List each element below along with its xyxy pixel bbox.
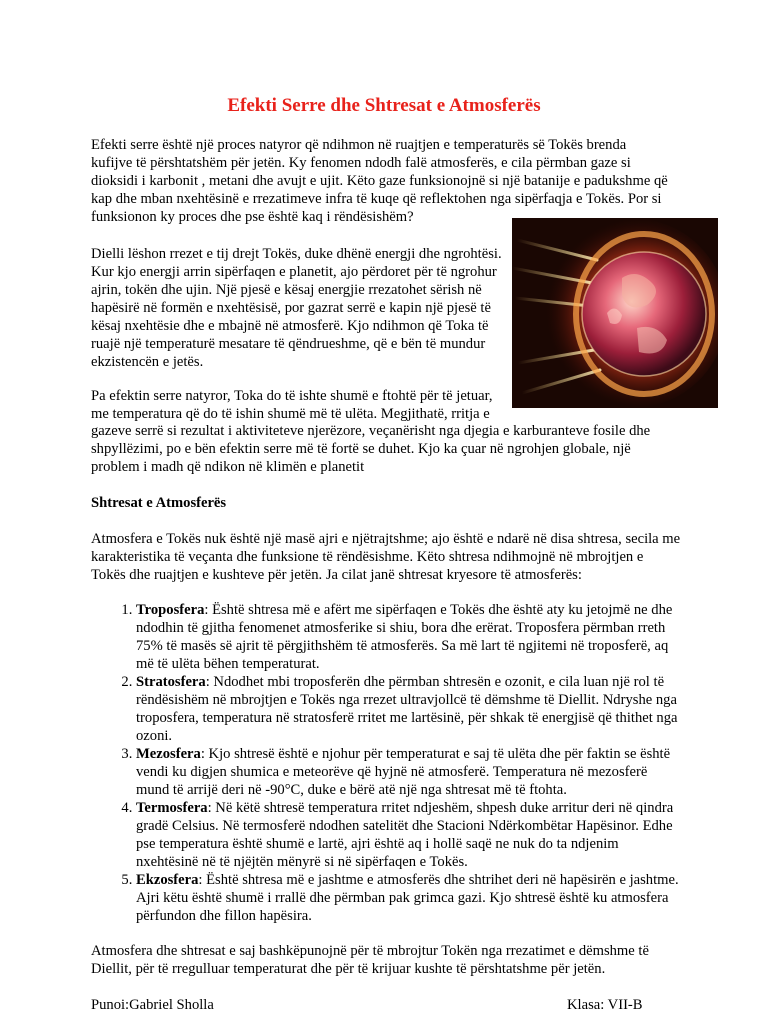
no-greenhouse-paragraph-end: gazeve serrë si rezultat i aktiviteteve njerëzore, veçanërisht nga djegia e karburanteve fosile dhe shpyllëzimi, po e bën efektin serre më të fortë se duhet. Kjo ka çuar në ngrohjen globale, një problem i madh që ndikon në klimën e planetit	[91, 423, 651, 475]
list-item	[136, 799, 682, 871]
layer-name: Mezosfera	[136, 746, 201, 762]
layer-name: Stratosfera	[136, 674, 206, 690]
footer-class: Klasa: VII-B	[567, 997, 643, 1013]
layer-name: Termosfera	[136, 800, 208, 816]
list-item	[136, 601, 682, 673]
layer-name: Ekzosfera	[136, 872, 199, 888]
earth-illustration	[512, 218, 718, 408]
layer-description: : Është shtresa më e afërt me sipërfaqen e Tokës dhe është aty ku jetojmë ne dhe ndodhin të gjitha fenomenet atmosferike si shiu, bora dhe erërat. Troposfera përmban rreth 75% të masës së ajrit të përgjithshëm të atmosferës. Sa më lart të ngjitemi në troposferë, aq më të ulëta bëhen temperaturat.	[136, 602, 673, 672]
layer-description: : Ndodhet mbi troposferën dhe përmban shtresën e ozonit, e cila luan një rol të rëndësishëm në mbrojtjen e Tokës nga rrezet ultravjollcë të dëmshme të Diellit. Ndryshe nga troposfera, temperatura në stratosferë rritet me lartësinë, për shkak të energjisë që thithet nga ozoni.	[136, 674, 678, 744]
layer-name: Troposfera	[136, 602, 205, 618]
list-item	[136, 871, 682, 925]
conclusion-paragraph: Atmosfera dhe shtresat e saj bashkëpunojnë për të mbrojtur Tokën nga rrezatimet e dëmshme të Diellit, për të rregulluar temperaturat dhe për të krijuar kushte të përshtatshme për jetën.	[91, 943, 649, 977]
greenhouse-earth-image	[512, 218, 718, 408]
atmosphere-layers-list	[91, 601, 682, 925]
intro-paragraph: Efekti serre është një proces natyror që ndihmon në ruajtjen e temperaturës së Tokës brenda kufijve të përshtatshëm për jetën. Ky fenomen ndodh falë atmosferës, e cila përmban gaze si dioksidi i karbonit , metani dhe avujt e ujit. Këto gaze funksionojnë si një batanije e padukshme që kap dhe mban nxehtësinë e rrezatimeve infra të kuqe që reflektohen nga sipërfaqja e Tokës. Por si funksionon ky proces dhe pse është kaq i rëndësishëm?	[91, 137, 668, 225]
layer-description: : Është shtresa më e jashtme e atmosferës dhe shtrihet deri në hapësirën e jashtme. Ajri këtu është shumë i rrallë dhe përmban pak grimca gazi. Kjo shtresë është ku atmosfera përfundon dhe fillon hapësira.	[136, 872, 679, 924]
layer-description: : Në këtë shtresë temperatura rritet ndjeshëm, shpesh duke arritur deri në qindra gradë Celsius. Në termosferë ndodhen satelitët dhe Stacioni Ndërkombëtar Hapësinor. Edhe pse temperatura është shumë e lartë, ajri është aq i hollë saqë ne nuk do ta ndjenim nxehtësinë në të njëjtën mënyrë si në sipërfaqen e Tokës.	[136, 800, 674, 870]
list-item	[136, 673, 682, 745]
section-intro-paragraph: Atmosfera e Tokës nuk është një masë ajri e njëtrajtshme; ajo është e ndarë në disa shtresa, secila me karakteristika të veçanta dhe funksione të rëndësishme. Këto shtresa ndihmojnë në mbrojtjen e Tokës dhe ruajtjen e kushteve për jetën. Ja cilat janë shtresat kryesore të atmosferës:	[91, 531, 681, 583]
sun-paragraph: Dielli lëshon rrezet e tij drejt Tokës, duke dhënë energji dhe ngrohtësi. Kur kjo energji arrin sipërfaqen e planetit, ajo përdoret për të ngrohur ajrin, tokën dhe ujin. Një pjesë e kësaj energjie rrezatohet sërish në hapësirë në formën e nxehtësisë, por gazrat serrë e kapin një pjesë të kësaj nxehtësie dhe e mbajnë në atmosferë. Kjo ndihmon që Toka të ruajë një temperaturë mesatare të qëndrueshme, që e bën të mundur ekzistencën e jetës.	[91, 246, 502, 370]
footer-author: Punoi:Gabriel Sholla	[91, 997, 214, 1013]
document-title: Efekti Serre dhe Shtresat e Atmosferës	[227, 95, 541, 116]
list-item	[136, 745, 682, 799]
no-greenhouse-paragraph-start: Pa efektin serre natyror, Toka do të ishte shumë e ftohtë për të jetuar, me temperatura që do të ishin shumë më të ulëta. Megjithatë, rritja e	[91, 388, 493, 422]
layer-description: : Kjo shtresë është e njohur për temperaturat e saj të ulëta dhe për faktin se është vendi ku digjen shumica e meteorëve që hyjnë në atmosferë. Temperatura në mezosferë mund të arrijë deri në -90°C, duke e bërë atë një nga shtresat më të ftohta.	[136, 746, 671, 798]
section-heading: Shtresat e Atmosferës	[91, 495, 227, 511]
